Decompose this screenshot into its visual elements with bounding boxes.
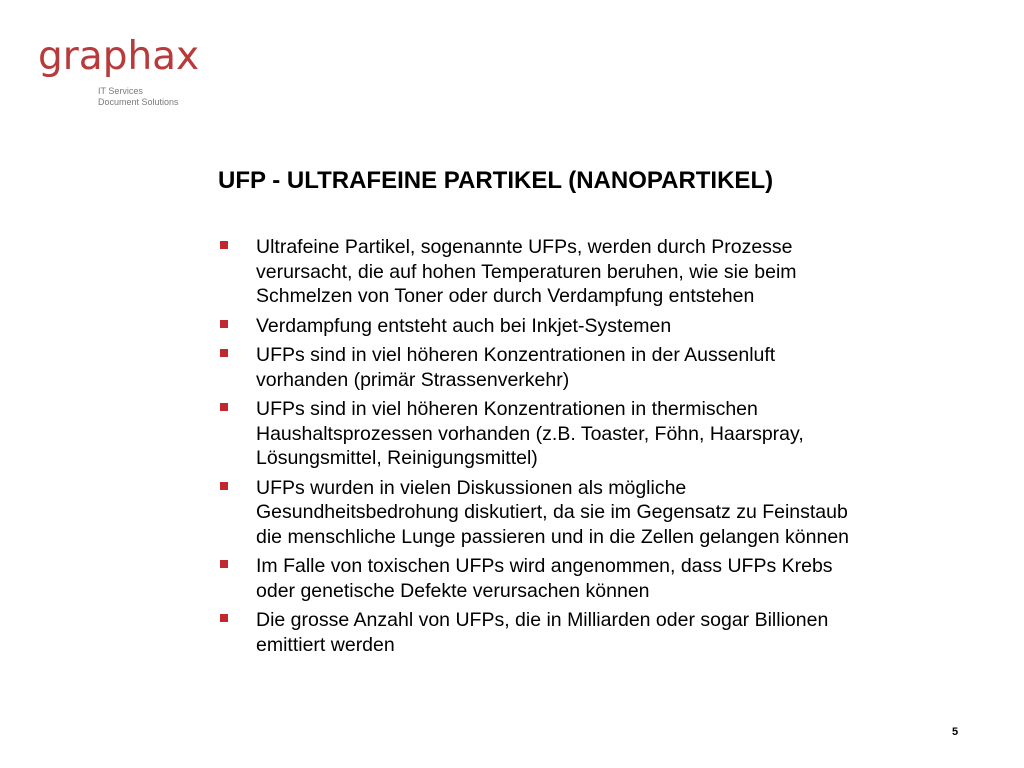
logo-tagline-it-services: IT Services (98, 86, 143, 96)
bullet-list (218, 235, 978, 662)
square-bullet-icon (220, 482, 228, 490)
square-bullet-icon (220, 560, 228, 568)
square-bullet-icon (220, 614, 228, 622)
bullet-text: Ultrafeine Partikel, sogenannte UFPs, werden durch Prozesse verursacht, die auf hohen Temperaturen beruhen, wie sie beim Schmelzen von Toner oder durch Verdampfung entstehen (256, 236, 797, 307)
bullet-item (218, 554, 978, 603)
square-bullet-icon (220, 241, 228, 249)
bullet-item (218, 343, 978, 392)
square-bullet-icon (220, 349, 228, 357)
bullet-text: Die grosse Anzahl von UFPs, die in Milliarden oder sogar Billionen emittiert werden (256, 609, 829, 656)
bullet-item (218, 476, 978, 550)
logo-wordmark: graphax (38, 34, 200, 79)
company-logo (36, 34, 200, 114)
bullet-item (218, 314, 978, 339)
bullet-item (218, 608, 978, 657)
slide-title: UFP - ULTRAFEINE PARTIKEL (NANOPARTIKEL) (218, 167, 774, 194)
bullet-text: UFPs wurden in vielen Diskussionen als mögliche Gesundheitsbedrohung diskutiert, da sie im Gegensatz zu Feinstaub die menschliche Lunge passieren und in die Zellen gelangen können (256, 476, 850, 548)
bullet-text: Verdampfung entsteht auch bei Inkjet-Systemen (256, 314, 672, 337)
page-number: 5 (952, 726, 959, 738)
bullet-text: Im Falle von toxischen UFPs wird angenommen, dass UFPs Krebs oder genetische Defekte verursachen können (256, 555, 833, 602)
bullet-text: UFPs sind in viel höheren Konzentrationen in der Aussenluft vorhanden (primär Strassenverkehr) (256, 344, 776, 391)
bullet-item (218, 397, 978, 471)
bullet-item (218, 235, 978, 309)
bullet-text: UFPs sind in viel höheren Konzentrationen in thermischen Haushaltsprozessen vorhanden (z.B. Toaster, Föhn, Haarspray, Lösungsmittel, Reinigungsmittel) (256, 398, 804, 469)
square-bullet-icon (220, 320, 228, 328)
square-bullet-icon (220, 403, 228, 411)
logo-tagline-document-solutions: Document Solutions (98, 97, 179, 107)
